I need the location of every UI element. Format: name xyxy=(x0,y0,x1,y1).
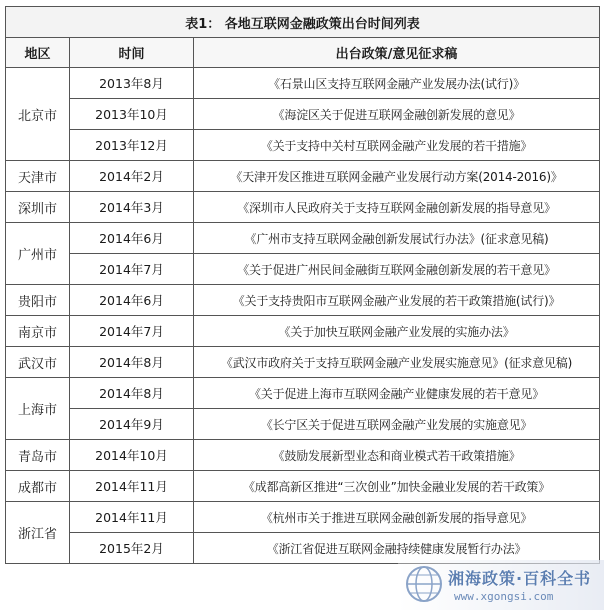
table-row xyxy=(6,130,600,161)
table-row xyxy=(6,254,600,285)
time-cell: 2014年10月 xyxy=(70,440,194,471)
time-cell: 2014年8月 xyxy=(70,378,194,409)
policy-cell: 《广州市支持互联网金融创新发展试行办法》(征求意见稿) xyxy=(194,223,600,254)
header-policy: 出台政策/意见征求稿 xyxy=(194,38,600,68)
policy-cell: 《深圳市人民政府关于支持互联网金融创新发展的指导意见》 xyxy=(194,192,600,223)
policy-timeline-table xyxy=(5,6,600,564)
region-cell: 广州市 xyxy=(6,223,70,285)
policy-cell: 《浙江省促进互联网金融持续健康发展暂行办法》 xyxy=(194,533,600,564)
time-cell: 2013年10月 xyxy=(70,99,194,130)
time-cell: 2013年8月 xyxy=(70,68,194,99)
table-row xyxy=(6,161,600,192)
time-cell: 2014年11月 xyxy=(70,471,194,502)
time-cell: 2015年2月 xyxy=(70,533,194,564)
region-cell: 深圳市 xyxy=(6,192,70,223)
policy-cell: 《鼓励发展新型业态和商业模式若干政策措施》 xyxy=(194,440,600,471)
policy-cell: 《长宁区关于促进互联网金融产业发展的实施意见》 xyxy=(194,409,600,440)
globe-logo-icon xyxy=(404,564,444,604)
time-cell: 2014年7月 xyxy=(70,254,194,285)
header-region: 地区 xyxy=(6,38,70,68)
region-cell: 上海市 xyxy=(6,378,70,440)
policy-cell: 《杭州市关于推进互联网金融创新发展的指导意见》 xyxy=(194,502,600,533)
time-cell: 2014年9月 xyxy=(70,409,194,440)
policy-cell: 《成都高新区推进“三次创业”加快金融业发展的若干政策》 xyxy=(194,471,600,502)
table-caption: 表1： 各地互联网金融政策出台时间列表 xyxy=(6,7,600,38)
header-time: 时间 xyxy=(70,38,194,68)
table-row xyxy=(6,440,600,471)
time-cell: 2014年7月 xyxy=(70,316,194,347)
table-row xyxy=(6,347,600,378)
time-cell: 2014年3月 xyxy=(70,192,194,223)
policy-cell: 《关于支持贵阳市互联网金融产业发展的若干政策措施(试行)》 xyxy=(194,285,600,316)
policy-cell: 《关于促进上海市互联网金融产业健康发展的若干意见》 xyxy=(194,378,600,409)
table-row xyxy=(6,409,600,440)
table-body xyxy=(6,68,600,564)
watermark-title: 湘海政策·百科全书 xyxy=(448,569,592,588)
time-cell: 2014年2月 xyxy=(70,161,194,192)
region-cell: 天津市 xyxy=(6,161,70,192)
policy-cell: 《武汉市政府关于支持互联网金融产业发展实施意见》(征求意见稿) xyxy=(194,347,600,378)
policy-cell: 《关于促进广州民间金融街互联网金融创新发展的若干意见》 xyxy=(194,254,600,285)
table-row xyxy=(6,502,600,533)
time-cell: 2014年8月 xyxy=(70,347,194,378)
region-cell: 武汉市 xyxy=(6,347,70,378)
time-cell: 2014年6月 xyxy=(70,223,194,254)
table-row xyxy=(6,533,600,564)
policy-cell: 《海淀区关于促进互联网金融创新发展的意见》 xyxy=(194,99,600,130)
table-row xyxy=(6,471,600,502)
time-cell: 2014年11月 xyxy=(70,502,194,533)
time-cell: 2013年12月 xyxy=(70,130,194,161)
region-cell: 南京市 xyxy=(6,316,70,347)
table-row xyxy=(6,223,600,254)
region-cell: 青岛市 xyxy=(6,440,70,471)
table-row xyxy=(6,99,600,130)
table-row xyxy=(6,285,600,316)
policy-cell: 《关于加快互联网金融产业发展的实施办法》 xyxy=(194,316,600,347)
region-cell: 北京市 xyxy=(6,68,70,161)
region-cell: 浙江省 xyxy=(6,502,70,564)
table-row xyxy=(6,68,600,99)
region-cell: 贵阳市 xyxy=(6,285,70,316)
table-row xyxy=(6,192,600,223)
table-row xyxy=(6,378,600,409)
policy-cell: 《石景山区支持互联网金融产业发展办法(试行)》 xyxy=(194,68,600,99)
table-row xyxy=(6,316,600,347)
region-cell: 成都市 xyxy=(6,471,70,502)
watermark xyxy=(398,560,604,610)
policy-cell: 《天津开发区推进互联网金融产业发展行动方案(2014-2016)》 xyxy=(194,161,600,192)
time-cell: 2014年6月 xyxy=(70,285,194,316)
policy-cell: 《关于支持中关村互联网金融产业发展的若干措施》 xyxy=(194,130,600,161)
watermark-url: www.xgongsi.com xyxy=(454,590,554,603)
